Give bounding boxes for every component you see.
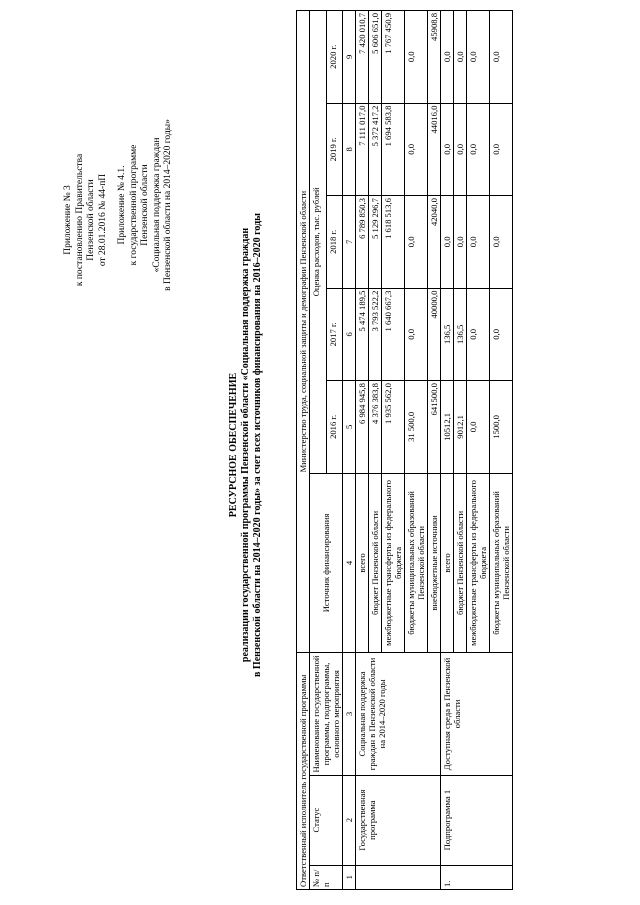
appendix-header-right	[117, 80, 175, 330]
source-cell: бюджет Пензенской области	[369, 473, 382, 653]
header-line: Приложение № 4.1.	[117, 165, 127, 245]
header-line: к постановлению Правительства	[74, 153, 85, 287]
header-line: к государственной программе	[128, 144, 139, 266]
value-cell: 0,0	[405, 103, 428, 196]
value-cell: 0,0	[467, 381, 490, 474]
value-cell: 7 111 017,0	[356, 103, 369, 196]
value-cell: 0,0	[490, 11, 513, 104]
source-cell: бюджет Пензенской области	[454, 473, 467, 653]
year-header: 2017 г.	[326, 288, 343, 381]
responsible-label: Ответственный исполнитель государственной программы	[297, 653, 310, 890]
value-cell: 40000,0	[428, 288, 441, 381]
responsible-row	[297, 11, 310, 890]
value-cell: 6 984 945,8	[356, 381, 369, 474]
value-cell: 1 767 450,9	[382, 11, 405, 104]
value-cell: 10512,1	[441, 381, 454, 474]
value-cell: 0,0	[467, 196, 490, 289]
source-cell: межбюджетные трансферты из федерального бюджета	[382, 473, 405, 653]
col-status-header: Статус	[310, 775, 343, 865]
value-cell: 136,5	[441, 288, 454, 381]
value-cell: 5 129 296,7	[369, 196, 382, 289]
index-cell: 6	[343, 288, 356, 381]
index-cell: 2	[343, 775, 356, 865]
value-cell: 44016,0	[428, 103, 441, 196]
title-line: РЕСУРСНОЕ ОБЕСПЕЧЕНИЕ	[228, 372, 239, 518]
index-row	[343, 11, 356, 890]
value-cell: 0,0	[490, 196, 513, 289]
value-cell: 0,0	[490, 288, 513, 381]
responsible-value: Министерство труда, социальной защиты и демографии Пензенской области	[297, 11, 310, 653]
index-cell: 4	[343, 473, 356, 653]
header-line: «Социальная поддержка граждан	[151, 137, 162, 273]
value-cell: 0,0	[441, 11, 454, 104]
value-cell: 0,0	[467, 103, 490, 196]
value-cell: 31 500,0	[405, 381, 428, 474]
year-header: 2018 г.	[326, 196, 343, 289]
appendix-header-left	[63, 110, 109, 330]
col-num-header: № п/п	[310, 865, 343, 889]
value-cell: 0,0	[454, 11, 467, 104]
header-line: Пензенской области	[86, 179, 96, 261]
source-cell: всего	[441, 473, 454, 653]
source-cell: бюджеты муниципальных образований Пензенской области	[490, 473, 513, 653]
value-cell: 4 376 383,8	[369, 381, 382, 474]
row-num: 1.	[441, 865, 513, 889]
index-cell: 7	[343, 196, 356, 289]
value-cell: 7 420 010,7	[356, 11, 369, 104]
header-line: Приложение № 3	[63, 185, 73, 255]
value-cell: 1 618 513,6	[382, 196, 405, 289]
value-cell: 0,0	[467, 288, 490, 381]
table-row	[356, 11, 369, 890]
value-cell: 0,0	[441, 103, 454, 196]
source-cell: внебюджетные источники	[428, 473, 441, 653]
value-cell: 6 789 850,3	[356, 196, 369, 289]
value-cell: 0,0	[490, 103, 513, 196]
value-cell: 42040,0	[428, 196, 441, 289]
col-source-header: Источник финансирования	[310, 473, 343, 653]
source-cell: всего	[356, 473, 369, 653]
title-line: реализации государственной программы Пензенской области «Социальная поддержка граждан	[240, 227, 251, 663]
value-cell: 9012,1	[454, 381, 467, 474]
source-cell: межбюджетные трансферты из федерального бюджета	[467, 473, 490, 653]
value-cell: 0,0	[454, 103, 467, 196]
value-cell: 0,0	[467, 11, 490, 104]
value-cell: 136,5	[454, 288, 467, 381]
source-cell: бюджеты муниципальных образований Пензенской области	[405, 473, 428, 653]
year-header: 2016 г.	[326, 381, 343, 474]
row-status: Подпрограмма 1	[441, 775, 513, 865]
value-cell: 5 474 189,5	[356, 288, 369, 381]
year-header: 2019 г.	[326, 103, 343, 196]
col-estimate-header: Оценка расходов, тыс. рублей	[310, 11, 327, 474]
header-row	[310, 11, 327, 890]
value-cell: 3 793 522,2	[369, 288, 382, 381]
header-line: Пензенской области	[140, 164, 150, 246]
index-cell: 3	[343, 653, 356, 775]
index-cell: 5	[343, 381, 356, 474]
index-cell: 8	[343, 103, 356, 196]
value-cell: 0,0	[405, 11, 428, 104]
value-cell: 1500,0	[490, 381, 513, 474]
value-cell: 0,0	[441, 196, 454, 289]
row-name: Социальная поддержка граждан в Пензенской области на 2014–2020 годы	[356, 653, 441, 775]
document-title	[228, 45, 264, 845]
value-cell: 0,0	[454, 196, 467, 289]
col-name-header: Наименование государственной программы, подпрограммы, основного мероприятия	[310, 653, 343, 775]
value-cell: 0,0	[405, 196, 428, 289]
value-cell: 641500,0	[428, 381, 441, 474]
row-num	[356, 865, 441, 889]
value-cell: 5 372 417,2	[369, 103, 382, 196]
value-cell: 0,0	[405, 288, 428, 381]
value-cell: 1 694 583,8	[382, 103, 405, 196]
table-row	[441, 11, 454, 890]
value-cell: 45908,8	[428, 11, 441, 104]
row-status: Государственная программа	[356, 775, 441, 865]
header-line: от 28.01.2016 № 44-пП	[97, 173, 108, 267]
index-cell: 1	[343, 865, 356, 889]
value-cell: 1 640 667,3	[382, 288, 405, 381]
year-header: 2020 г.	[326, 11, 343, 104]
value-cell: 5 606 651,0	[369, 11, 382, 104]
value-cell: 1 935 562,0	[382, 381, 405, 474]
header-line: в Пензенской области на 2014–2020 годы»	[163, 119, 173, 291]
resource-table	[296, 10, 513, 890]
title-line: в Пензенской области на 2014–2020 годы» за счет всех источников финансирования на 2016–2020 годы	[252, 213, 263, 677]
row-name: Доступная среда в Пензенской области	[441, 653, 513, 775]
index-cell: 9	[343, 11, 356, 104]
